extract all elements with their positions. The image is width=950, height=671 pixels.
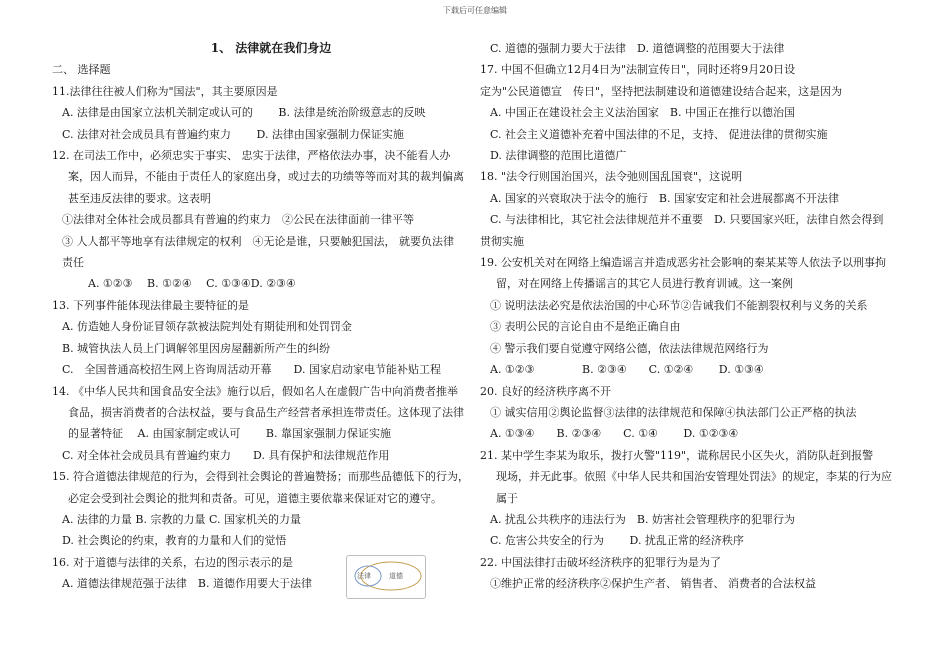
right-text-line: ④ 警示我们要自觉遵守网络公德，依法法律规范网络行为	[490, 341, 769, 355]
right-text-line: ③ 表明公民的言论自由不是绝正确自由	[490, 320, 681, 334]
diagram-label-law: 法律	[357, 572, 371, 580]
left-text-line: 的显著特征 A. 由国家制定或认可 B. 靠国家强制力保证实施	[68, 427, 392, 441]
left-text-line: 14. 《中华人民共和国食品安全法》施行以后，假如名人在虚假广告中向消费者推举	[52, 384, 458, 398]
left-text-line: ③ 人人都平等地享有法律规定的权利 ④无论是谁，只要触犯国法， 就要负法律	[62, 234, 454, 248]
left-text-line: C. 法律对社会成员具有普遍约束力 D. 法律由国家强制力保证实施	[62, 127, 404, 141]
right-text-line: C. 道德的强制力要大于法律 D. 道德调整的范围要大于法律	[490, 42, 785, 55]
right-text-line: C. 与法律相比，其它社会法律规范并不重要 D. 只要国家兴旺，法律自然会得到	[490, 213, 884, 227]
right-text-line: 21. 某中学生李某为取乐，拨打火警"119"，谎称居民小区失火，消防队赶到报警	[480, 448, 874, 462]
left-text-line: 二、 选择题	[52, 63, 111, 77]
left-text-line: 甚至违反法律的要求。这表明	[68, 191, 211, 205]
right-text-line: 属于	[496, 491, 518, 505]
left-text-line: 11.法律往往被人们称为"国法"，其主要原因是	[52, 84, 278, 98]
right-text-line: 贯彻实施	[480, 234, 524, 248]
right-text-line: 定为"公民道德宣 传日"，坚持把法制建设和道德建设结合起来，这是因为	[480, 84, 843, 98]
right-text-line: A. 中国正在建设社会主义法治国家 B. 中国正在推行以德治国	[490, 106, 796, 120]
left-text-line: C. 全国普通高校招生网上咨询周活动开幕 D. 国家启动家电节能补贴工程	[62, 363, 441, 377]
left-text-line: D. 社会舆论的约束，教育的力量和人们的觉悟	[62, 534, 287, 548]
right-text-line: 17. 中国不但确立12月4日为"法制宣传日"，同时还将9月20日设	[480, 63, 796, 77]
right-text-line: A. ①②③ B. ②③④ C. ①②④ D. ①③④	[490, 363, 764, 377]
right-text-line: C. 社会主义道德补充着中国法律的不足，支持、 促进法律的贯彻实施	[490, 127, 828, 141]
right-text-line: 现场，并无此事。依照《中华人民共和国治安管理处罚法》的规定，李某的行为应	[496, 470, 892, 484]
left-text-line: A. ①②③ B. ①②④ C. ①③④D. ②③④	[88, 277, 296, 291]
right-text-line: A. 扰乱公共秩序的违法行为 B. 妨害社会管理秩序的犯罪行为	[490, 512, 796, 526]
left-text-line: ①法律对全体社会成员都具有普遍的约束力 ②公民在法律面前一律平等	[62, 213, 414, 227]
right-text-line: ① 说明法法必究是依法治国的中心环节②告诫我们不能割裂权利与义务的关系	[490, 298, 868, 312]
left-text-line: C. 对全体社会成员具有普遍约束力 D. 具有保护和法律规范作用	[62, 448, 390, 462]
left-column	[52, 38, 470, 595]
law-morality-diagram	[346, 555, 426, 599]
diagram-label-moral: 道德	[389, 572, 403, 580]
left-text-line: 食品，损害消费者的合法权益，要与食品生产经营者承担连带责任。这体现了法律	[68, 405, 464, 419]
page-header: 下载后可任意编辑	[443, 6, 507, 15]
right-text-line: D. 法律调整的范围比道德广	[490, 149, 627, 163]
right-text-line: ① 诚实信用②舆论监督③法律的法律规范和保障④执法部门公正严格的执法	[490, 405, 857, 419]
left-text-line: A. 法律是由国家立法机关制定或认可的 B. 法律是统治阶级意志的反映	[62, 106, 426, 120]
left-text-line: 13. 下列事件能体现法律最主要特征的是	[52, 298, 249, 312]
right-text-line: A. 国家的兴衰取决于法令的施行 B. 国家安定和社会进展都离不开法律	[490, 191, 840, 205]
left-text-line: 12. 在司法工作中，必须忠实于事实、 忠实于法律，严格依法办事，决不能看人办	[52, 149, 451, 163]
right-text-line: A. ①③④ B. ②③④ C. ①④ D. ①②③④	[490, 427, 739, 441]
right-text-line: 留，对在网络上传播谣言的其它人员进行教育训诫。这一案例	[496, 277, 793, 291]
left-text-line: A. 道德法律规范强于法律 B. 道德作用要大于法律	[62, 577, 313, 591]
right-text-line: 20. 良好的经济秩序离不开	[480, 384, 611, 398]
right-text-line: ①维护正常的经济秩序②保护生产者、 销售者、 消费者的合法权益	[490, 577, 816, 591]
right-text-line: 18. "法令行则国治国兴，法令弛则国乱国衰"，这说明	[480, 170, 743, 184]
left-text-line: 1、 法律就在我们身边	[210, 41, 332, 55]
left-text-line: A. 仿造她人身份证冒领存款被法院判处有期徒刑和处罚罚金	[62, 320, 352, 334]
left-text-line: 案，因人而异，不能由于责任人的家庭出身，或过去的功绩等等而对其的裁判偏离	[68, 170, 464, 184]
left-text-line: B. 城管执法人员上门调解邻里因房屋翻新所产生的纠纷	[62, 341, 331, 355]
left-text-line: A. 法律的力量 B. 宗教的力量 C. 国家机关的力量	[62, 512, 302, 526]
right-column	[480, 38, 905, 595]
left-text-line: 责任	[62, 256, 84, 270]
right-text-line: C. 危害公共安全的行为 D. 扰乱正常的经济秩序	[490, 534, 744, 548]
left-text-line: 必定会受到社会舆论的批判和责备。可见，道德主要依靠来保证对它的遵守。	[68, 491, 442, 505]
right-text-line: 22. 中国法律打击破坏经济秩序的犯罪行为是为了	[480, 555, 721, 569]
left-text-line: 15. 符合道德法律规范的行为，会得到社会舆论的普遍赞扬；而那些品德低下的行为，	[52, 470, 469, 484]
right-text-line: 19. 公安机关对在网络上编造谣言并造成恶劣社会影响的秦某某等人依法予以刑事拘	[480, 256, 886, 270]
left-text-line: 16. 对于道德与法律的关系，右边的图示表示的是	[52, 555, 293, 569]
